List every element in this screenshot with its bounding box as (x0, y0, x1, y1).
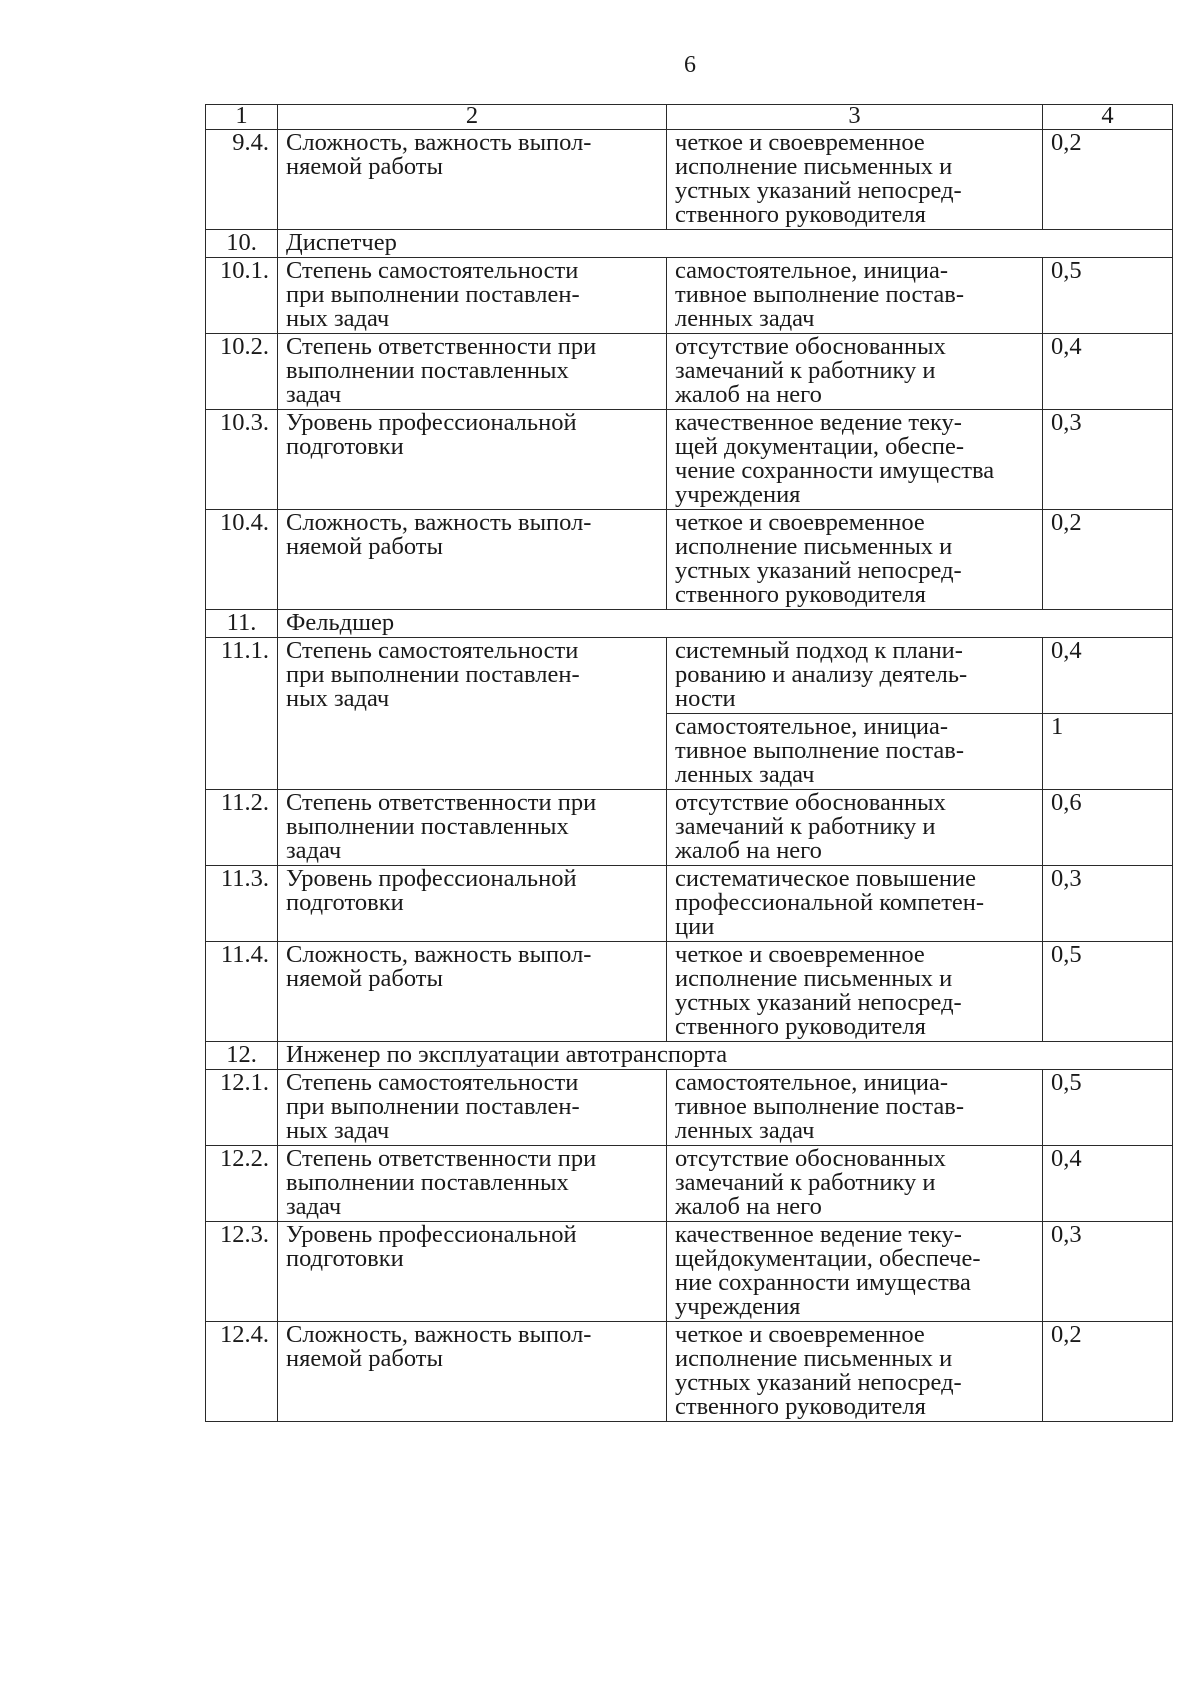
item-number: 11.3. (206, 866, 278, 942)
table-row (206, 258, 1173, 334)
coefficient-cell: 0,6 (1043, 790, 1173, 866)
item-number: 10.4. (206, 510, 278, 610)
criterion-cell: Сложность, важность выпол- няемой работы (278, 130, 667, 230)
column-header: 2 (278, 105, 667, 130)
coefficient-cell: 0,2 (1043, 130, 1173, 230)
indicator-cell: четкое и своевременное исполнение письменных и устных указаний непосред- ственного руководителя (667, 1322, 1043, 1422)
criteria-table-body (206, 102, 1173, 1422)
coefficient-cell: 0,2 (1043, 510, 1173, 610)
section-title: Инженер по эксплуатации автотранспорта (278, 1042, 1173, 1070)
page-number: 6 (684, 52, 696, 78)
criterion-cell: Степень самостоятельности при выполнении поставлен- ных задач (278, 638, 667, 790)
table-row (206, 866, 1173, 942)
item-number: 11.4. (206, 942, 278, 1042)
section-row (206, 610, 1173, 638)
column-header: 4 (1043, 105, 1173, 130)
coefficient-cell: 0,3 (1043, 1222, 1173, 1322)
coefficient-cell: 0,4 (1043, 1146, 1173, 1222)
item-number: 9.4. (206, 130, 278, 230)
indicator-cell: четкое и своевременное исполнение письменных и устных указаний непосред- ственного руководителя (667, 510, 1043, 610)
indicator-cell: самостоятельное, инициа- тивное выполнение постав- ленных задач (667, 1070, 1043, 1146)
coefficient-cell: 0,3 (1043, 410, 1173, 510)
item-number: 10.2. (206, 334, 278, 410)
item-number: 10.3. (206, 410, 278, 510)
item-number: 10.1. (206, 258, 278, 334)
criterion-cell: Степень ответственности при выполнении поставленных задач (278, 790, 667, 866)
indicator-cell: отсутствие обоснованных замечаний к работнику и жалоб на него (667, 790, 1043, 866)
coefficient-cell: 0,5 (1043, 942, 1173, 1042)
coefficient-cell: 0,5 (1043, 258, 1173, 334)
indicator-cell: качественное ведение теку- щейдокументации, обеспече- ние сохранности имущества учреждения (667, 1222, 1043, 1322)
coefficient-cell: 0,4 (1043, 638, 1173, 714)
table-row (206, 1322, 1173, 1422)
table-row (206, 510, 1173, 610)
indicator-cell: отсутствие обоснованных замечаний к работнику и жалоб на него (667, 1146, 1043, 1222)
table-row (206, 334, 1173, 410)
section-number: 10. (206, 230, 278, 258)
criterion-cell: Уровень профессиональной подготовки (278, 1222, 667, 1322)
indicator-cell: отсутствие обоснованных замечаний к работнику и жалоб на него (667, 334, 1043, 410)
section-title: Фельдшер (278, 610, 1173, 638)
criterion-cell: Степень ответственности при выполнении поставленных задач (278, 334, 667, 410)
table-row (206, 638, 1173, 714)
coefficient-cell: 0,2 (1043, 1322, 1173, 1422)
table-row (206, 1070, 1173, 1146)
criterion-cell: Сложность, важность выпол- няемой работы (278, 510, 667, 610)
criterion-cell: Сложность, важность выпол- няемой работы (278, 942, 667, 1042)
table-row (206, 1146, 1173, 1222)
indicator-cell: качественное ведение теку- щей документации, обеспе- чение сохранности имущества учреждения (667, 410, 1043, 510)
indicator-cell: системный подход к плани- рованию и анализу деятель- ности (667, 638, 1043, 714)
criterion-cell: Уровень профессиональной подготовки (278, 410, 667, 510)
column-header: 1 (206, 105, 278, 130)
criterion-cell: Уровень профессиональной подготовки (278, 866, 667, 942)
table-row (206, 790, 1173, 866)
coefficient-cell: 0,4 (1043, 334, 1173, 410)
item-number: 12.1. (206, 1070, 278, 1146)
section-number: 11. (206, 610, 278, 638)
criterion-cell: Степень самостоятельности при выполнении поставлен- ных задач (278, 258, 667, 334)
item-number: 12.3. (206, 1222, 278, 1322)
criterion-cell: Степень ответственности при выполнении поставленных задач (278, 1146, 667, 1222)
indicator-cell: систематическое повышение профессиональной компетен- ции (667, 866, 1043, 942)
item-number: 12.2. (206, 1146, 278, 1222)
indicator-cell: четкое и своевременное исполнение письменных и устных указаний непосред- ственного руководителя (667, 130, 1043, 230)
table-row (206, 942, 1173, 1042)
section-title: Диспетчер (278, 230, 1173, 258)
criteria-table (205, 104, 1173, 1422)
item-number: 11.2. (206, 790, 278, 866)
coefficient-cell: 0,3 (1043, 866, 1173, 942)
indicator-cell: четкое и своевременное исполнение письменных и устных указаний непосред- ственного руководителя (667, 942, 1043, 1042)
section-row (206, 230, 1173, 258)
criterion-cell: Степень самостоятельности при выполнении поставлен- ных задач (278, 1070, 667, 1146)
table-row (206, 130, 1173, 230)
table-row (206, 410, 1173, 510)
table-row (206, 1222, 1173, 1322)
criterion-cell: Сложность, важность выпол- няемой работы (278, 1322, 667, 1422)
section-number: 12. (206, 1042, 278, 1070)
indicator-cell: самостоятельное, инициа- тивное выполнение постав- ленных задач (667, 714, 1043, 790)
item-number: 12.4. (206, 1322, 278, 1422)
item-number: 11.1. (206, 638, 278, 790)
column-header: 3 (667, 105, 1043, 130)
coefficient-cell: 0,5 (1043, 1070, 1173, 1146)
section-row (206, 1042, 1173, 1070)
indicator-cell: самостоятельное, инициа- тивное выполнение постав- ленных задач (667, 258, 1043, 334)
header-row (206, 105, 1173, 130)
coefficient-cell: 1 (1043, 714, 1173, 790)
